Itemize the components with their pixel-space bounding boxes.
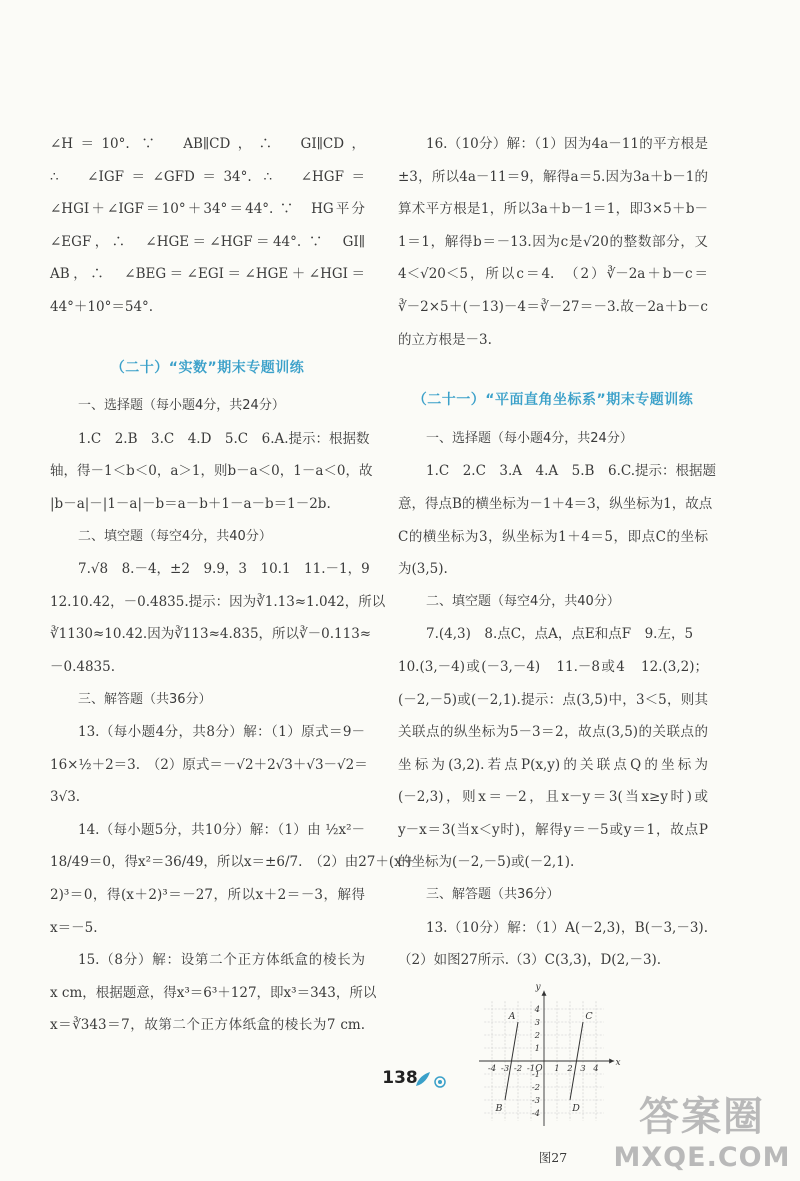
text-line: 意，得点B的横坐标为－1＋4＝3，纵坐标为1，故点 — [398, 495, 713, 512]
figure-caption: 图27 — [538, 1150, 568, 1166]
text-line: 1＝1，解得b＝－13.因为c是√20的整数部分，又 — [398, 233, 708, 250]
choice-heading: 一、选择题（每小题4分，共24分） — [78, 398, 285, 414]
fill-heading: 二、填空题（每空4分，共40分） — [78, 528, 272, 544]
point-label-B: B — [495, 1102, 503, 1114]
coordinate-graph-figure — [472, 983, 632, 1133]
text-line: 15.（8分）解：设第二个正方体纸盒的棱长为 — [78, 952, 365, 969]
text-line: 16×½＋2＝3. （2）原式＝－√2＋2√3＋√3－√2＝ — [50, 756, 368, 773]
text-line: 13.（每小题4分，共8分）解：（1）原式＝9－ — [78, 724, 365, 741]
y-tick-label: -3 — [531, 1095, 540, 1106]
text-line: ∛1130≈10.42.因为∛113≈4.835，所以∛－0.113≈ — [50, 626, 372, 643]
text-line: 18/49＝0，得x²＝36/49，所以x＝±6/7. （2）由27＋(x＋ — [50, 854, 416, 871]
leaf-logo-icon — [412, 1068, 452, 1090]
x-axis-arrow — [609, 1058, 614, 1063]
fill-answers — [50, 586, 386, 651]
left-column — [50, 128, 416, 1042]
text-line: (－2,3)，则x＝－2，且x－y＝3(当x≥y时)或 — [398, 789, 708, 806]
text-line: AB，∴ ∠BEG＝∠EGI＝∠HGE＋∠HGI＝ — [50, 266, 365, 283]
page-number: 138 — [382, 1068, 418, 1088]
x-tick-label: 3 — [580, 1063, 586, 1074]
text-line: 轴，得－1＜b＜0，a＞1，则b－a＜0，1－a＜0，故 — [50, 463, 373, 480]
watermark-logo — [612, 1085, 792, 1173]
text-line: ∴ ∠IGF＝∠GFD＝34°. ∴ ∠HGF＝ — [50, 168, 365, 185]
text-line: x cm，根据题意，得x³＝6³＋127，即x³＝343，所以 — [50, 984, 377, 1001]
y-axis-arrow — [542, 991, 547, 996]
fill-answers-end: －0.4835. — [50, 658, 116, 675]
text-line: ∠EGF，∴ ∠HGE＝∠HGF＝44°. ∵ GI∥ — [50, 233, 365, 250]
q13-answer-end: 3√3. — [50, 789, 81, 806]
y-tick-label: -4 — [531, 1108, 540, 1119]
text-line: 13.（10分）解：（1）A(－2,3)，B(－3,－3). — [426, 919, 708, 936]
q15-answer — [50, 944, 377, 1042]
watermark-line1: 答案圈 — [639, 1094, 765, 1140]
text-line: 16.（10分）解：（1）因为4a－11的平方根是 — [426, 136, 708, 152]
q13-answer — [50, 716, 368, 781]
y-tick-label: 1 — [534, 1043, 540, 1054]
text-line: 算术平方根是1，所以3a＋b－1＝1，即3×5＋b－ — [398, 201, 708, 218]
text-line: 1.C 2.B 3.C 4.D 5.C 6.A.提示：根据数 — [78, 430, 370, 447]
text-line: ∠H＝10°. ∵ AB∥CD，∴ GI∥CD， — [50, 136, 365, 152]
y-axis-label: y — [535, 982, 541, 993]
x-tick-label: -4 — [487, 1063, 497, 1074]
text-line: ±3，所以4a－11＝9，解得a＝5.因为3a＋b－1的 — [398, 168, 708, 185]
x-tick-label: 1 — [554, 1063, 560, 1074]
x-tick-label: -1 — [526, 1063, 536, 1074]
choice-answers-21 — [398, 455, 716, 553]
fill-heading-21: 二、填空题（每空4分，共40分） — [426, 593, 620, 609]
x-tick-label: 4 — [593, 1063, 599, 1074]
y-tick-label: -1 — [531, 1069, 540, 1080]
y-tick-label: 2 — [534, 1030, 540, 1041]
left-continuation-end: 44°＋10°＝54°. — [50, 298, 154, 315]
y-tick-label: 4 — [534, 1004, 540, 1015]
fill-answers-21-first: 7.(4,3) 8.点C，点A，点E和点F 9.左，5 — [426, 626, 694, 643]
q16-answer — [398, 128, 708, 324]
text-line: 10.(3,－4)或(－3,－4) 11.－8或4 12.(3,2)； — [398, 658, 708, 675]
section-title-20: （二十）“实数”期末专题训练 — [110, 359, 305, 376]
text-line: ∠HGI＋∠IGF＝10°＋34°＝44°. ∵ HG平分 — [50, 201, 365, 218]
text-line: x＝∛343＝7，故第二个正方体纸盒的棱长为7 cm. — [50, 1017, 365, 1034]
solve-heading: 三、解答题（共36分） — [78, 691, 212, 707]
text-line: 4＜√20＜5，所以c＝4. （2）∛－2a＋b－c＝ — [398, 266, 708, 283]
fill-answers-21 — [398, 651, 708, 847]
point-label-C: C — [585, 1010, 593, 1022]
q13-21-answer — [398, 912, 708, 945]
choice-heading-21: 一、选择题（每小题4分，共24分） — [426, 430, 633, 446]
text-line: 14.（每小题5分，共10分）解：（1）由 ½x²－ — [78, 821, 365, 838]
x-tick-label: -2 — [513, 1063, 523, 1074]
point-label-A: A — [508, 1010, 516, 1022]
y-tick-label: 3 — [534, 1017, 540, 1028]
y-tick-label: -2 — [531, 1082, 540, 1093]
text-line: C的横坐标为3，纵坐标为1＋4＝5，即点C的坐标 — [398, 528, 708, 545]
fill-answers-first: 7.√8 8.－4，±2 9.9，3 10.1 11.－1，9 — [78, 561, 370, 578]
q14-answer-end: x＝－5. — [50, 919, 98, 936]
x-tick-label: 2 — [567, 1063, 573, 1074]
q13-21-answer-end: （2）如图27所示.（3）C(3,3)，D(2,－3). — [398, 952, 662, 969]
text-line: (－2,－5)或(－2,1).提示：点(3,5)中，3＜5，则其 — [398, 691, 708, 708]
text-line: ∛－2×5＋(－13)－4＝∛－27＝－3.故－2a＋b－c — [398, 298, 708, 315]
choice-answers-21-end: 为(3,5). — [398, 561, 448, 578]
text-line: 坐标为(3,2).若点P(x,y)的关联点Q的坐标为 — [398, 756, 708, 773]
text-line: 2)³＝0，得(x＋2)³＝－27，所以x＋2＝－3，解得 — [50, 887, 365, 904]
choice-answers — [50, 423, 373, 488]
text-line: y－x＝3(当x＜y时)，解得y＝－5或y＝1，故点P — [398, 821, 708, 838]
watermark-line2: MXQE.COM — [613, 1142, 791, 1173]
q16-answer-end: 的立方根是－3. — [398, 331, 492, 348]
origin-label: O — [535, 1063, 543, 1074]
choice-answers-end: |b－a|－|1－a|－b＝a－b＋1－a－b＝1－2b. — [50, 495, 331, 512]
section-title-21: （二十一）“平面直角坐标系”期末专题训练 — [412, 392, 694, 409]
point-label-D: D — [572, 1102, 580, 1114]
text-line: 关联点的纵坐标为5－3＝2，故点(3,5)的关联点的 — [398, 724, 708, 741]
text-line: 12.10.42，－0.4835.提示：因为∛1.13≈1.042，所以 — [50, 593, 386, 610]
text-line: 1.C 2.C 3.A 4.A 5.B 6.C.提示：根据题 — [426, 463, 716, 480]
q14-answer — [50, 814, 416, 912]
x-tick-label: -3 — [500, 1063, 510, 1074]
fill-answers-21-end: 的坐标为(－2,－5)或(－2,1). — [398, 854, 575, 871]
x-axis-label: x — [615, 1057, 621, 1068]
solve-heading-21: 三、解答题（共36分） — [426, 887, 560, 903]
left-continuation-block — [50, 128, 365, 291]
